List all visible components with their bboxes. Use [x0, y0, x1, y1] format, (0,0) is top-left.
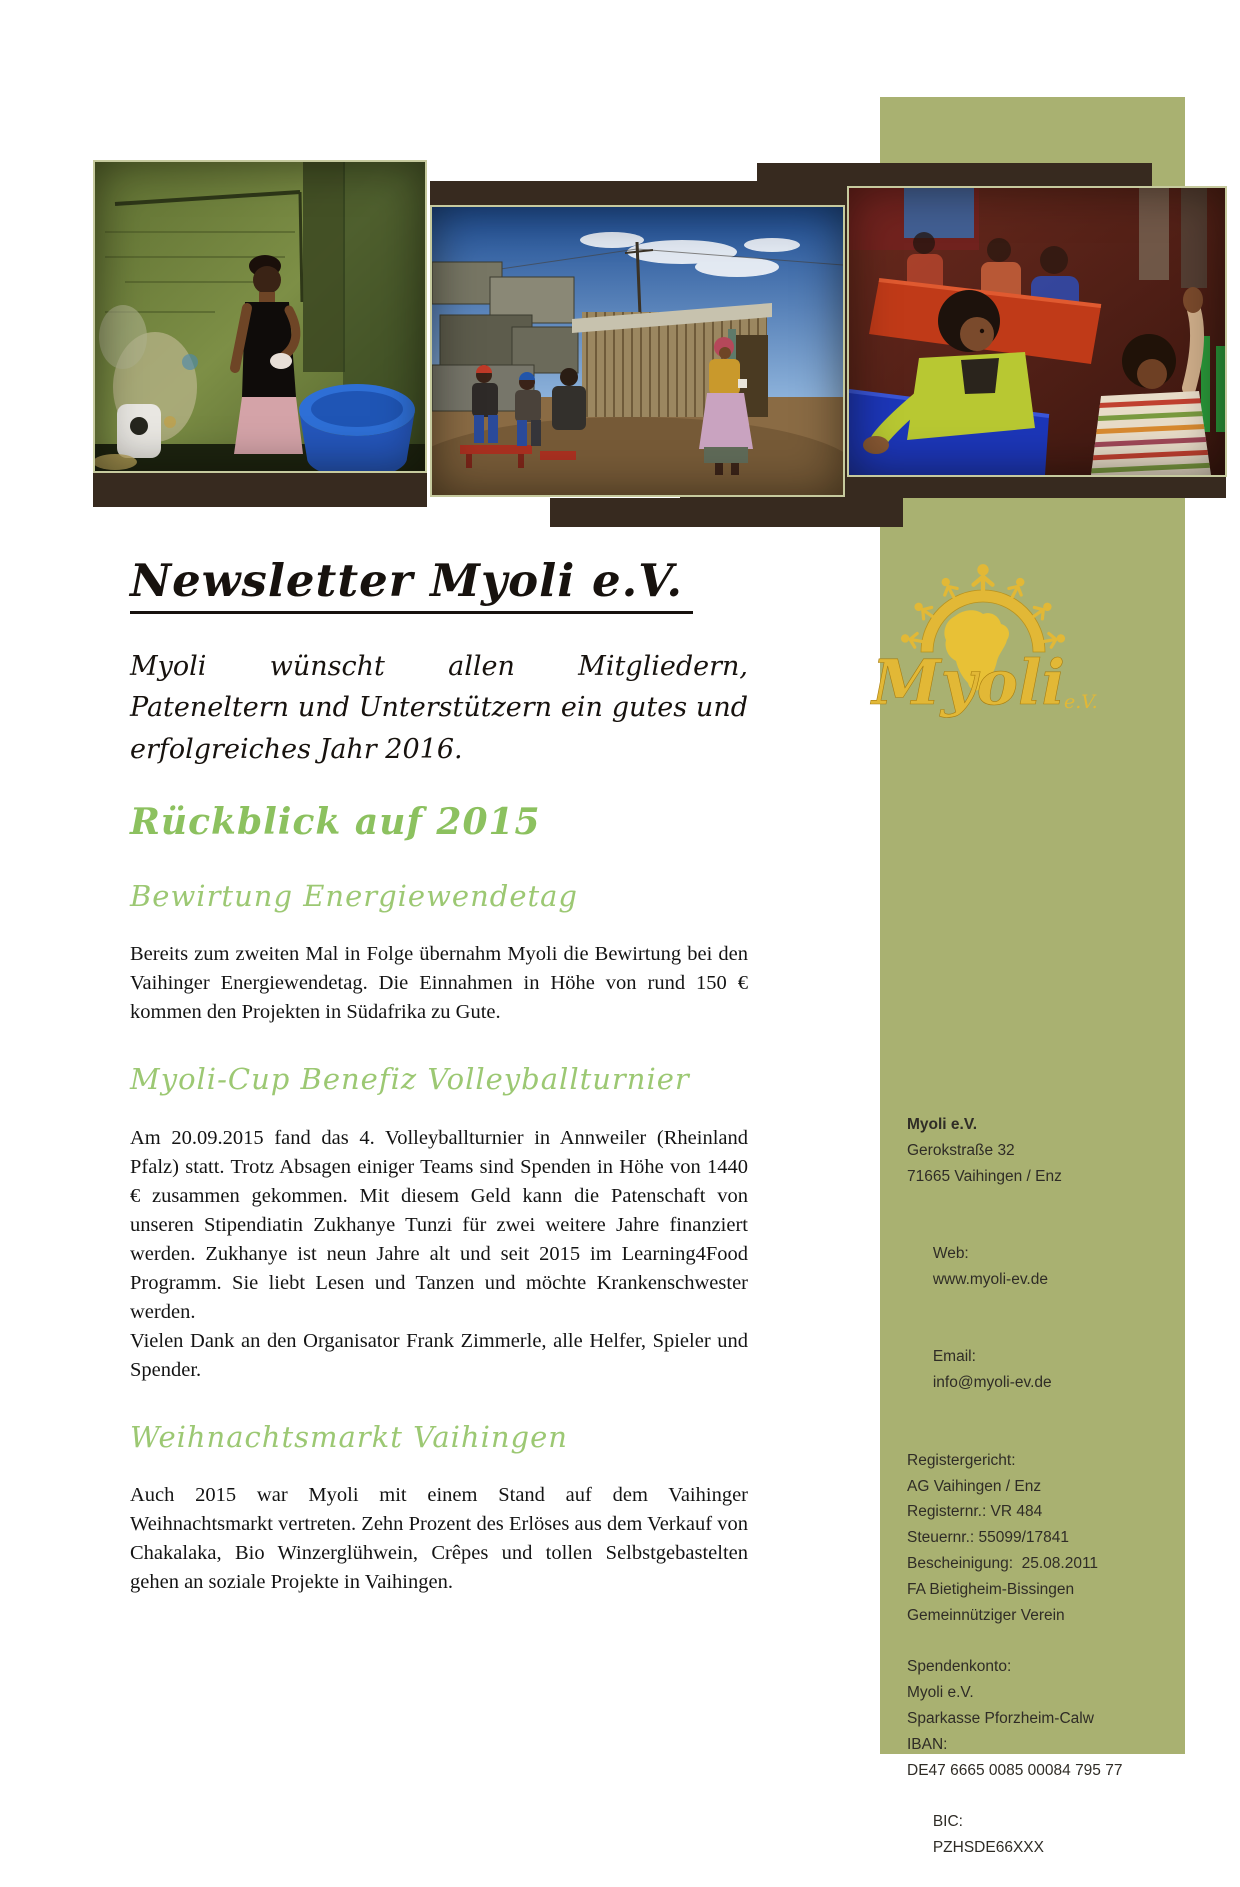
review-heading: Rückblick auf 2015 — [130, 801, 541, 844]
logo-wordmark: Myoli — [872, 646, 1066, 719]
email-row — [907, 1319, 1171, 1422]
registry-line: Gemeinnütziger Verein — [907, 1606, 1065, 1624]
email-label: Email: — [932, 1348, 976, 1366]
web-row — [907, 1215, 1171, 1318]
section-volleyballturnier — [130, 1061, 748, 1384]
intro-greeting: Myoli wünscht allen Mitgliedern, Pateneltern und Unterstützern ein gutes und erfolgreiches Jahr 2016. — [130, 650, 748, 766]
registry-line: Registernr.: VR 484 — [907, 1503, 1043, 1521]
org-name: Myoli e.V. — [907, 1116, 978, 1133]
registry-line: Bescheinigung: 25.08.2011 — [907, 1554, 1099, 1572]
web-link[interactable]: www.myoli-ev.de — [932, 1270, 1048, 1288]
section-energiewendetag — [130, 878, 748, 1027]
donation-line: Sparkasse Pforzheim-Calw — [907, 1709, 1094, 1727]
main-content — [130, 556, 748, 1597]
myoli-logo-graphic — [858, 552, 1112, 722]
photo-frame-right — [847, 186, 1227, 477]
street: Gerokstraße 32 — [907, 1141, 1015, 1159]
township-shack-street-photo — [432, 207, 843, 495]
section-heading: Myoli-Cup Benefiz Volleyballturnier — [130, 1062, 690, 1097]
registry-block — [907, 1448, 1171, 1629]
donation-line: Spendenkonto: — [907, 1658, 1012, 1676]
bic-row — [907, 1783, 1171, 1886]
registry-line: FA Bietigheim-Bissingen — [907, 1580, 1075, 1598]
photo-frame-middle — [430, 205, 845, 497]
bic-value: PZHSDE66XXX — [932, 1838, 1044, 1856]
myoli-logo — [858, 552, 1112, 722]
bic-label: BIC: — [932, 1813, 963, 1831]
collage-band-foot — [550, 498, 903, 527]
city: 71665 Vaihingen / Enz — [907, 1167, 1062, 1185]
section-weihnachtsmarkt — [130, 1419, 748, 1597]
registry-line: Steuernr.: 55099/17841 — [907, 1529, 1070, 1547]
section-paragraph: Bereits zum zweiten Mal in Folge übernahm Myoli die Bewirtung bei den Vaihinger Energiewendetag. Die Einnahmen in Höhe von rund 150 € kommen den Projekten in Südafrika zu Gute. — [130, 943, 748, 1024]
page-title: Newsletter Myoli e.V. — [130, 556, 693, 614]
township-woman-washing-photo — [95, 162, 425, 471]
section-paragraph: Am 20.09.2015 fand das 4. Volleyballturnier in Annweiler (Rheinland Pfalz) statt. Trotz Absagen einiger Teams sind Spenden in Höhe von 1440 € zusammen gekommen. Mit diesem Geld kann die Patenschaft von unseren Stipendiatin Zukhanye Tunzi für zwei weitere Jahre finanziert werden. Zukhanye ist neun Jahre alt und seit 2015 im Learning4Food Programm. Sie liebt Lesen und Tanzen und möchte Krankenschwester werden. — [130, 1126, 748, 1323]
registry-line: AG Vaihingen / Enz — [907, 1477, 1042, 1495]
sidebar-info — [907, 1112, 1171, 1887]
children-classroom-photo — [849, 188, 1225, 475]
donation-line: Myoli e.V. — [907, 1684, 974, 1702]
registry-line: Registergericht: — [907, 1451, 1016, 1469]
section-paragraph: Auch 2015 war Myoli mit einem Stand auf dem Vaihinger Weihnachtsmarkt vertreten. Zehn Prozent des Erlöses aus dem Verkauf von Chakalaka, Bio Winzerglühwein, Crêpes und tollen Selbstgebastelten gehen an soziale Projekte in Vaihingen. — [130, 1483, 748, 1593]
section-paragraph: Vielen Dank an den Organisator Frank Zimmerle, alle Helfer, Spieler und Spender. — [130, 1329, 748, 1381]
donation-line: DE47 6665 0085 00084 795 77 — [907, 1761, 1123, 1779]
email-link[interactable]: info@myoli-ev.de — [932, 1374, 1052, 1392]
donation-block — [907, 1654, 1171, 1886]
section-heading: Weihnachtsmarkt Vaihingen — [130, 1419, 568, 1454]
web-label: Web: — [932, 1245, 969, 1263]
section-heading: Bewirtung Energiewendetag — [130, 879, 578, 914]
donation-line: IBAN: — [907, 1735, 948, 1753]
logo-suffix: e.V. — [1064, 691, 1098, 713]
contact-block — [907, 1215, 1171, 1421]
sitting-figures — [460, 365, 586, 468]
address-block — [907, 1112, 1171, 1189]
collage-band-left — [93, 473, 427, 507]
photo-frame-left — [93, 160, 427, 473]
